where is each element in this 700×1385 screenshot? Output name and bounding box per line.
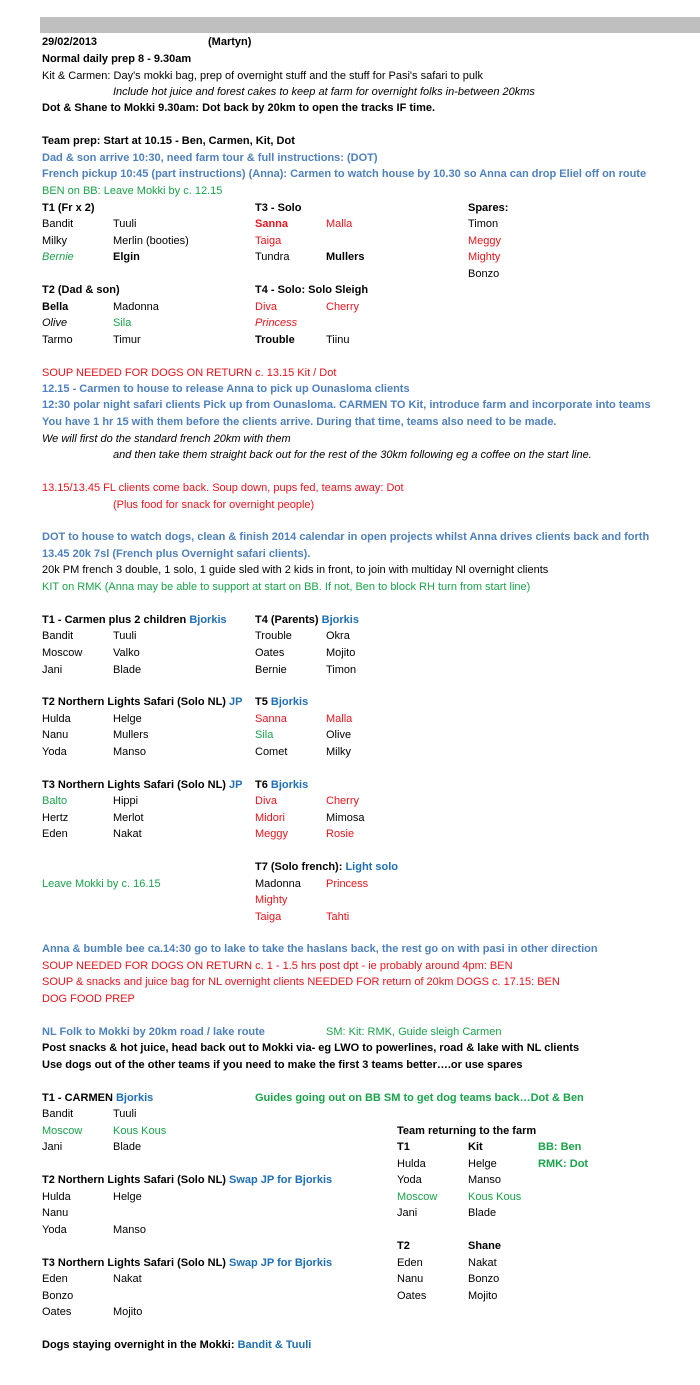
intro-line: Include hot juice and forest cakes to keep at farm for overnight folks in-between 20kms xyxy=(113,86,535,98)
dog-name: Yoda xyxy=(42,746,67,758)
dog-name: Moscow xyxy=(397,1191,438,1203)
return-heading: Team returning to the farm xyxy=(397,1125,537,1137)
late-line: Anna & bumble bee ca.14:30 go to lake to take the haslans back, the rest go on with pasi in other direction xyxy=(42,943,598,955)
dog-name: Timur xyxy=(113,334,141,346)
return-note: 13.15/13.45 FL clients come back. Soup down, pups fed, teams away: Dot xyxy=(42,482,404,494)
team-heading xyxy=(255,613,359,627)
late-line: SOUP & snacks and juice bag for NL overnight clients NEEDED FOR return of 20km DOGS c. 17.15: BEN xyxy=(42,976,560,988)
leave-note: Leave Mokki by c. 16.15 xyxy=(42,878,161,890)
team-tag: Bjorkis xyxy=(321,614,359,626)
nl-line: NL Folk to Mokki by 20km road / lake route xyxy=(42,1026,265,1038)
dog-name: Elgin xyxy=(113,251,140,263)
team-title: T3 Northern Lights Safari (Solo NL) xyxy=(42,1257,226,1269)
dog-name: Merlin (booties) xyxy=(113,235,189,247)
nl-line: Post snacks & hot juice, head back out to Mokki via- eg LWO to powerlines, road & lake with NL clients xyxy=(42,1042,580,1054)
dog-name: Madonna xyxy=(113,301,159,313)
dog-name: Eden xyxy=(42,828,68,840)
dog-name: Tarmo xyxy=(42,334,73,346)
dog-name: Bandit xyxy=(42,630,74,642)
dog-name: Bonzo xyxy=(468,268,500,280)
dog-name: Bella xyxy=(42,301,69,313)
dog-name: Cherry xyxy=(326,795,360,807)
dog-name: Princess xyxy=(326,878,369,890)
overnight-dogs: Bandit & Tuuli xyxy=(237,1339,312,1351)
dog-name: Helge xyxy=(113,1191,142,1203)
dog-name: Sila xyxy=(113,317,132,329)
dog-name: Hulda xyxy=(42,1191,71,1203)
dog-name: Yoda xyxy=(42,1224,67,1236)
dog-name: Oates xyxy=(42,1306,72,1318)
dog-name: Tahti xyxy=(326,911,350,923)
return-team: T2 xyxy=(397,1240,410,1252)
dog-name: Eden xyxy=(42,1273,68,1285)
intro-line: Dot & Shane to Mokki 9.30am: Dot back by 20km to open the tracks IF time. xyxy=(42,102,436,114)
mid-line: 20k PM french 3 double, 1 solo, 1 guide sled with 2 kids in front, to join with multiday Nl overnight clients xyxy=(42,564,549,576)
dog-name: Mighty xyxy=(255,894,288,906)
team-heading xyxy=(42,1173,332,1187)
dog-name: Hippi xyxy=(113,795,139,807)
soup-note: SOUP NEEDED FOR DOGS ON RETURN c. 13.15 Kit / Dot xyxy=(42,367,337,379)
dog-name: Kous Kous xyxy=(113,1125,167,1137)
rmk-note: RMK: Dot xyxy=(538,1158,589,1170)
dog-name: Madonna xyxy=(255,878,301,890)
dog-name: Eden xyxy=(397,1257,423,1269)
return-note: (Plus food for snack for overnight people) xyxy=(113,499,315,511)
dog-name: Manso xyxy=(113,746,147,758)
dog-name: Manso xyxy=(468,1174,502,1186)
dog-name: Blade xyxy=(468,1207,497,1219)
return-musher: Shane xyxy=(468,1240,502,1252)
dog-name: Mimosa xyxy=(326,812,365,824)
dog-name: Midori xyxy=(255,812,285,824)
dog-name: Malla xyxy=(326,218,353,230)
dog-name: Nanu xyxy=(42,729,69,741)
dog-name: Balto xyxy=(42,795,68,807)
team-heading xyxy=(255,695,308,709)
dog-name: Tuuli xyxy=(113,1108,137,1120)
dog-name: Oates xyxy=(255,647,285,659)
dog-name: Nakat xyxy=(113,1273,142,1285)
team-heading: T3 - Solo xyxy=(255,202,302,214)
team-tag: JP xyxy=(229,696,243,708)
dog-name: Trouble xyxy=(255,630,292,642)
dog-name: Taiga xyxy=(255,911,282,923)
dog-name: Milky xyxy=(42,235,68,247)
dog-name: Mojito xyxy=(326,647,356,659)
team-heading xyxy=(42,778,242,792)
dog-name: Bernie xyxy=(255,664,287,676)
dog-name: Diva xyxy=(255,795,278,807)
dog-name: Meggy xyxy=(468,235,502,247)
teamprep-line: BEN on BB: Leave Mokki by c. 12.15 xyxy=(42,185,223,197)
dog-name: Mojito xyxy=(468,1290,498,1302)
team-tag: Bjorkis xyxy=(270,696,309,708)
dog-name: Manso xyxy=(113,1224,147,1236)
dog-name: Mighty xyxy=(468,251,501,263)
dog-name: Malla xyxy=(326,713,353,725)
team-heading xyxy=(42,695,242,709)
dog-name: Rosie xyxy=(326,828,355,840)
dog-name: Bernie xyxy=(42,251,74,263)
team-title: T4 (Parents) xyxy=(255,614,319,626)
dog-name: Bandit xyxy=(42,218,74,230)
return-musher: Kit xyxy=(468,1141,483,1153)
dog-name: Sanna xyxy=(255,218,289,230)
team-heading: T2 (Dad & son) xyxy=(42,284,120,296)
mid-line: 12.15 - Carmen to house to release Anna to pick up Ounasloma clients xyxy=(42,383,410,395)
mid-line: and then take them straight back out for the rest of the 30km following eg a coffee on the start line. xyxy=(113,449,592,461)
team-title: T2 Northern Lights Safari (Solo NL) xyxy=(42,1174,226,1186)
dog-name: Bonzo xyxy=(468,1273,500,1285)
overnight-label: Dogs staying overnight in the Mokki: xyxy=(42,1339,235,1351)
dog-name: Moscow xyxy=(42,647,83,659)
dog-name: Nakat xyxy=(468,1257,497,1269)
mid-line: 12:30 polar night safari clients Pick up from Ounasloma. CARMEN TO Kit, introduce farm and incorporate into teams xyxy=(42,399,651,411)
return-team: T1 xyxy=(397,1141,410,1153)
dog-name: Tiinu xyxy=(326,334,350,346)
dog-name: Nanu xyxy=(397,1273,424,1285)
dog-name: Jani xyxy=(42,664,63,676)
dog-name: Tundra xyxy=(255,251,290,263)
nl-line: Use dogs out of the other teams if you need to make the first 3 teams better….or use spares xyxy=(42,1059,523,1071)
dog-name: Nanu xyxy=(42,1207,69,1219)
dog-name: Sila xyxy=(255,729,274,741)
team-tag: Swap JP for Bjorkis xyxy=(229,1257,333,1269)
dog-name: Olive xyxy=(42,317,68,329)
team-heading xyxy=(42,1091,153,1105)
team-title: T5 xyxy=(255,696,268,708)
dog-name: Hulda xyxy=(397,1158,426,1170)
dog-name: Nakat xyxy=(113,828,142,840)
team-heading xyxy=(42,1256,332,1270)
spares-heading: Spares: xyxy=(468,202,509,214)
dog-name: Blade xyxy=(113,1141,142,1153)
team-title: T1 - CARMEN xyxy=(42,1092,113,1104)
dog-name: Yoda xyxy=(397,1174,422,1186)
dog-name: Mullers xyxy=(113,729,149,741)
dog-name: Timon xyxy=(468,218,499,230)
dog-name: Timon xyxy=(326,664,357,676)
dog-name: Hertz xyxy=(42,812,69,824)
teamprep-line: French pickup 10:45 (part instructions) (Anna): Carmen to watch house by 10.30 so Anna can drop Eliel off on route xyxy=(42,168,647,180)
team-tag: Swap JP for Bjorkis xyxy=(229,1174,333,1186)
author: (Martyn) xyxy=(208,36,252,48)
dog-name: Princess xyxy=(255,317,298,329)
dog-name: Hulda xyxy=(42,713,71,725)
dog-name: Blade xyxy=(113,664,142,676)
team-title: T3 Northern Lights Safari (Solo NL) xyxy=(42,779,226,791)
dog-name: Bonzo xyxy=(42,1290,74,1302)
dog-name: Tuuli xyxy=(113,218,137,230)
dog-name: Kous Kous xyxy=(468,1191,522,1203)
dog-name: Valko xyxy=(113,647,140,659)
team-tag: Bjorkis xyxy=(189,614,227,626)
dog-name: Merlot xyxy=(113,812,144,824)
dog-name: Milky xyxy=(326,746,352,758)
intro-line: Normal daily prep 8 - 9.30am xyxy=(42,53,192,65)
dog-name: Okra xyxy=(326,630,350,642)
late-line: DOG FOOD PREP xyxy=(42,993,135,1005)
dog-name: Meggy xyxy=(255,828,289,840)
dog-name: Jani xyxy=(42,1141,63,1153)
team-heading xyxy=(255,860,398,874)
team-tag: Bjorkis xyxy=(115,1092,154,1104)
dog-name: Olive xyxy=(326,729,352,741)
mid-line: DOT to house to watch dogs, clean & finish 2014 calendar in open projects whilst Anna drives clients back and forth xyxy=(42,531,650,543)
team-tag: Light solo xyxy=(345,861,398,873)
team-tag: JP xyxy=(229,779,243,791)
dog-name: Bandit xyxy=(42,1108,74,1120)
team-title: T1 - Carmen plus 2 children xyxy=(42,614,187,626)
guides-note: Guides going out on BB SM to get dog teams back…Dot & Ben xyxy=(255,1092,584,1104)
team-heading: T4 - Solo: Solo Sleigh xyxy=(255,284,369,296)
mid-line: We will first do the standard french 20km with them xyxy=(42,433,291,445)
team-tag: Bjorkis xyxy=(270,779,309,791)
dog-name: Tuuli xyxy=(113,630,137,642)
date: 29/02/2013 xyxy=(42,36,98,48)
team-heading xyxy=(255,778,308,792)
team-heading xyxy=(42,613,227,627)
team-title: T7 (Solo french): xyxy=(255,861,343,873)
dog-name: Helge xyxy=(113,713,142,725)
mid-line: 13.45 20k 7sl (French plus Overnight safari clients). xyxy=(42,548,311,560)
team-heading: T1 (Fr x 2) xyxy=(42,202,95,214)
dog-name: Comet xyxy=(255,746,288,758)
dog-name: Sanna xyxy=(255,713,287,725)
teamprep-line: Team prep: Start at 10.15 - Ben, Carmen, Kit, Dot xyxy=(42,135,295,147)
dog-name: Moscow xyxy=(42,1125,83,1137)
dog-name: Trouble xyxy=(255,334,295,346)
team-title: T2 Northern Lights Safari (Solo NL) xyxy=(42,696,226,708)
dog-name: Diva xyxy=(255,301,278,313)
mid-line: KIT on RMK (Anna may be able to support at start on BB. If not, Ben to block RH turn from start line) xyxy=(42,581,531,593)
mid-line: You have 1 hr 15 with them before the clients arrive. During that time, teams also need to be made. xyxy=(42,416,557,428)
dog-name: Cherry xyxy=(326,301,360,313)
dog-name: Mojito xyxy=(113,1306,143,1318)
nl-line: SM: Kit: RMK, Guide sleigh Carmen xyxy=(326,1026,502,1038)
team-title: T6 xyxy=(255,779,268,791)
overnight-note xyxy=(42,1338,311,1352)
dog-name: Oates xyxy=(397,1290,427,1302)
late-line: SOUP NEEDED FOR DOGS ON RETURN c. 1 - 1.5 hrs post dpt - ie probably around 4pm: BEN xyxy=(42,960,513,972)
bb-note: BB: Ben xyxy=(538,1141,582,1153)
dog-name: Taiga xyxy=(255,235,282,247)
dog-name: Mullers xyxy=(326,251,365,263)
teamprep-line: Dad & son arrive 10:30, need farm tour & full instructions: (DOT) xyxy=(42,152,378,164)
top-bar xyxy=(40,17,700,33)
dog-name: Helge xyxy=(468,1158,497,1170)
dog-name: Jani xyxy=(397,1207,418,1219)
intro-line: Kit & Carmen: Day's mokki bag, prep of overnight stuff and the stuff for Pasi's safari to pulk xyxy=(42,70,483,82)
